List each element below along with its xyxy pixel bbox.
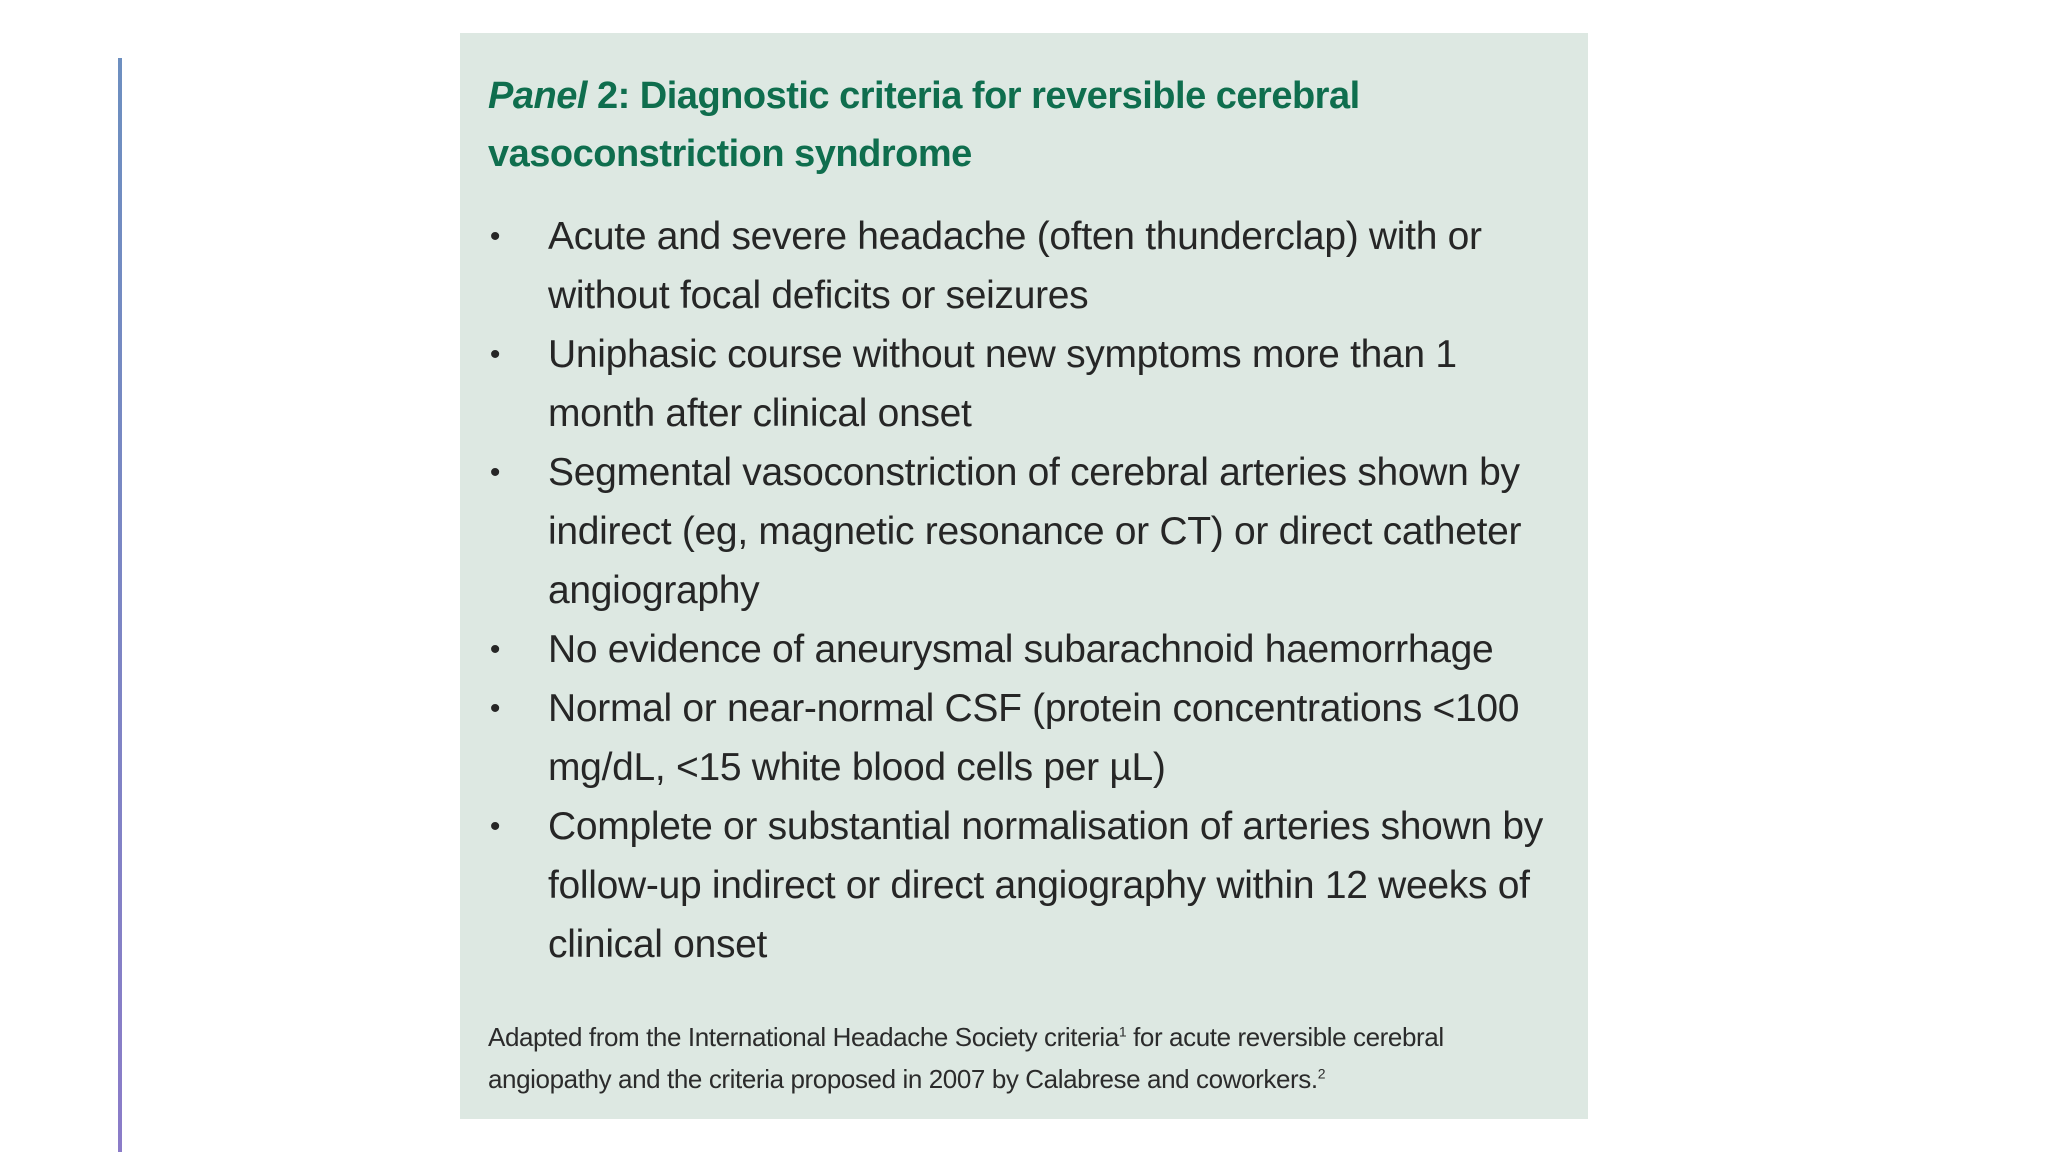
criteria-list [488, 207, 1560, 974]
panel-title-prefix: Panel [488, 75, 587, 117]
criteria-item [488, 207, 1560, 325]
criteria-text: Uniphasic course without new symptoms more than 1 month after clinical onset [548, 333, 1457, 435]
bullet-icon: • [489, 338, 501, 371]
footnote-text-1: Adapted from the International Headache Society criteria [488, 1022, 1119, 1052]
footnote-text-2: for acute reversible cerebral angiopathy and the criteria proposed in 2007 by Calabrese and coworkers. [488, 1022, 1444, 1094]
bullet-icon: • [489, 633, 501, 666]
criteria-text: Segmental vasoconstriction of cerebral arteries shown by indirect (eg, magnetic resonance or CT) or direct catheter angiography [548, 451, 1522, 612]
side-rule-divider [118, 58, 122, 1152]
panel-footnote [488, 1016, 1560, 1100]
criteria-text: Complete or substantial normalisation of arteries shown by follow-up indirect or direct angiography within 12 weeks of clinical onset [548, 805, 1543, 966]
bullet-icon: • [489, 456, 501, 489]
criteria-text: Acute and severe headache (often thunderclap) with or without focal deficits or seizures [548, 215, 1482, 317]
panel-title-text: Diagnostic criteria for reversible cerebral vasoconstriction syndrome [488, 75, 1360, 175]
footnote-reference-2[interactable]: 2 [1317, 1065, 1326, 1082]
criteria-item [488, 325, 1560, 443]
panel-title-number: 2: [586, 75, 630, 117]
criteria-item [488, 443, 1560, 620]
bullet-icon: • [489, 220, 501, 253]
criteria-item [488, 679, 1560, 797]
criteria-item [488, 797, 1560, 974]
bullet-icon: • [489, 692, 501, 725]
bullet-icon: • [489, 810, 501, 843]
panel-title [488, 67, 1560, 183]
diagnostic-criteria-panel [460, 33, 1588, 1119]
criteria-item [488, 620, 1560, 679]
criteria-text: No evidence of aneurysmal subarachnoid haemorrhage [548, 628, 1494, 671]
footnote-reference-1[interactable]: 1 [1118, 1023, 1127, 1040]
criteria-text: Normal or near-normal CSF (protein concentrations <100 mg/dL, <15 white blood cells per µL) [548, 687, 1520, 789]
